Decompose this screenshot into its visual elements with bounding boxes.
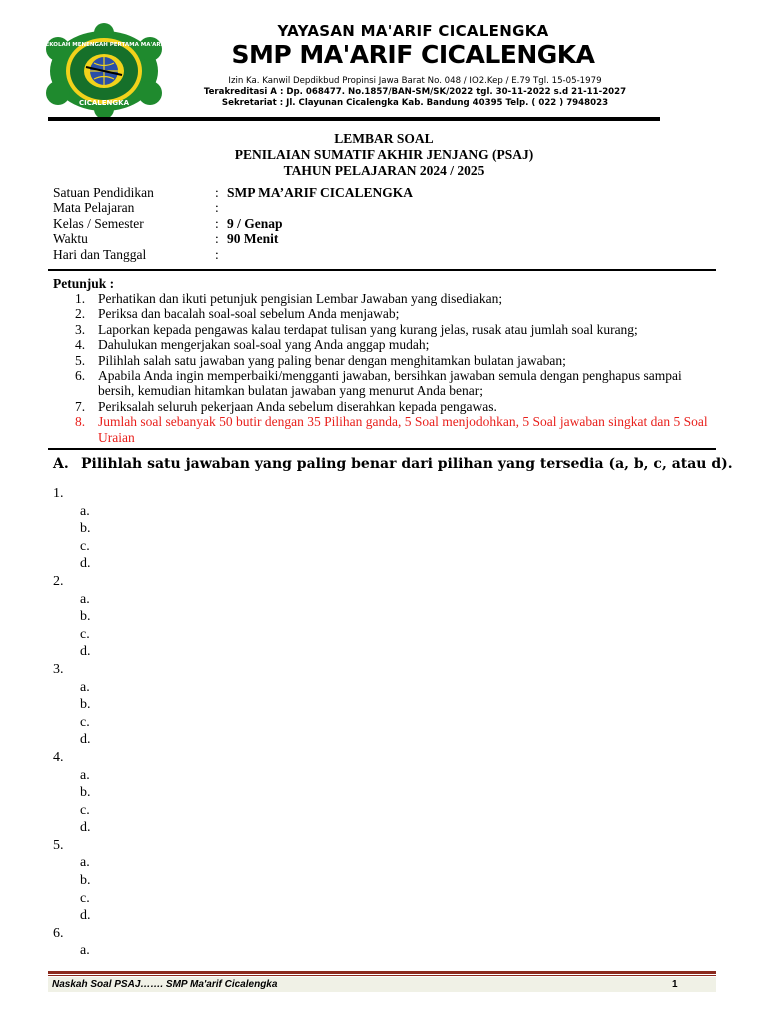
info-colon: : (215, 246, 219, 262)
answer-option: a. (80, 767, 90, 783)
instruction-number: 5. (75, 352, 86, 368)
page-number: 1 (672, 979, 678, 990)
info-divider (48, 269, 716, 271)
info-label: Mata Pelajaran (53, 200, 135, 216)
info-row-subject (53, 200, 653, 215)
answer-option: b. (80, 873, 91, 889)
instruction-text: Perhatikan dan ikuti petunjuk pengisian Lembar Jawaban yang disediakan; (98, 291, 503, 306)
info-label: Satuan Pendidikan (53, 185, 154, 200)
exam-title: PENILAIAN SUMATIF AKHIR JENJANG (PSAJ) (234, 147, 534, 162)
section-instruction: Pilihlah satu jawaban yang paling benar dari pilihan yang tersedia (a, b, c, atau d). (81, 456, 733, 472)
answer-option: a. (80, 855, 90, 871)
answer-option: d. (80, 732, 91, 748)
info-colon: : (215, 200, 219, 216)
instruction-item (53, 399, 718, 414)
license-line: Izin Ka. Kanwil Depdikbud Propinsi Jawa Barat No. 048 / IO2.Kep / E.79 Tgl. 15-05-1979 (228, 76, 602, 86)
instruction-number: 1. (75, 291, 86, 306)
instructions-divider (48, 448, 716, 450)
info-colon: : (215, 215, 219, 231)
exam-info-table (53, 185, 653, 262)
instructions-title: Petunjuk : (53, 276, 115, 291)
instruction-text: Periksa dan bacalah soal-soal sebelum Anda menjawab; (98, 306, 400, 322)
question-number: 3. (53, 661, 64, 677)
academic-year: TAHUN PELAJARAN 2024 / 2025 (283, 163, 485, 178)
instruction-text: Apabila Anda ingin memperbaiki/mengganti jawaban, bersihkan jawaban semula dengan penghapus sampai bersih, kemudian hitamkan bulatan jawaban yang menurut Anda benar; (98, 368, 682, 399)
instruction-number: 3. (75, 321, 86, 337)
info-colon: : (215, 231, 219, 247)
info-row-time (53, 231, 653, 246)
school-logo (41, 26, 167, 116)
info-label: Hari dan Tanggal (53, 246, 147, 262)
header-divider (48, 117, 660, 121)
answer-option: b. (80, 609, 91, 625)
section-letter: A. (53, 456, 69, 472)
instruction-number: 7. (75, 398, 86, 414)
info-value: SMP MA’ARIF CICALENGKA (227, 185, 413, 200)
instruction-item (53, 291, 718, 306)
instruction-number: 8. (75, 414, 86, 430)
secretariat-line: Sekretariat : Jl. Clayunan Cicalengka Kab. Bandung 40395 Telp. ( 022 ) 7948023 (221, 98, 609, 108)
instruction-item (53, 414, 718, 445)
instructions-list (53, 291, 718, 445)
instruction-text: Laporkan kepada pengawas kalau terdapat tulisan yang kurang jelas, rusak atau jumlah soal kurang; (98, 321, 638, 337)
instruction-number: 2. (75, 306, 86, 322)
answer-option: c. (80, 802, 90, 818)
answer-option: c. (80, 538, 90, 554)
instruction-number: 4. (75, 337, 86, 353)
answer-option: a. (80, 943, 90, 959)
answer-option: a. (80, 679, 90, 695)
info-value: 9 / Genap (227, 215, 283, 231)
instruction-item (53, 368, 718, 399)
answer-option: a. (80, 591, 90, 607)
info-row-education-unit (53, 185, 653, 200)
question-number: 5. (53, 837, 64, 853)
answer-option: b. (80, 697, 91, 713)
question-number: 6. (53, 925, 64, 941)
instruction-item (53, 306, 718, 321)
answer-option: b. (80, 785, 91, 801)
answer-option: d. (80, 908, 91, 924)
instruction-text: Jumlah soal sebanyak 50 butir dengan 35 Pilihan ganda, 5 Soal menjodohkan, 5 Soal jawaban singkat dan 5 Soal Uraian (98, 414, 708, 445)
instruction-number: 6. (75, 368, 86, 384)
answer-option: c. (80, 714, 90, 730)
question-number: 2. (53, 573, 64, 589)
info-row-date (53, 247, 653, 262)
footer-divider (48, 971, 716, 974)
instruction-text: Pilihlah salah satu jawaban yang paling benar dengan menghitamkan bulatan jawaban; (98, 352, 566, 368)
footer-divider-thin (48, 975, 716, 976)
info-value: 90 Menit (227, 231, 279, 247)
info-label: Kelas / Semester (53, 215, 144, 231)
school-name: SMP MA'ARIF CICALENGKA (231, 40, 595, 69)
info-row-class-semester (53, 216, 653, 231)
instruction-item (53, 337, 718, 352)
answer-option: b. (80, 521, 91, 537)
question-number: 4. (53, 749, 64, 765)
instruction-item (53, 322, 718, 337)
answer-option: d. (80, 644, 91, 660)
document-title: LEMBAR SOAL (334, 131, 434, 146)
answer-option: c. (80, 890, 90, 906)
footer-text: Naskah Soal PSAJ……. SMP Ma'arif Cicalengka (52, 979, 278, 990)
info-colon: : (215, 185, 219, 200)
info-label: Waktu (53, 231, 88, 247)
answer-option: a. (80, 503, 90, 519)
question-number: 1. (53, 486, 64, 501)
instruction-text: Dahulukan mengerjakan soal-soal yang Anda anggap mudah; (98, 337, 430, 353)
answer-option: d. (80, 820, 91, 836)
answer-option: d. (80, 556, 91, 572)
answer-option: c. (80, 626, 90, 642)
instruction-text: Periksalah seluruh pekerjaan Anda sebelum diserahkan kepada pengawas. (98, 398, 497, 414)
foundation-name: YAYASAN MA'ARIF CICALENGKA (277, 22, 549, 40)
logo-bottom-text: CICALENGKA (79, 99, 129, 107)
question-list (53, 485, 91, 960)
accreditation-line: Terakreditasi A : Dp. 068477. No.1857/BAN-SM/SK/2022 tgl. 30-11-2022 s.d 21-11-2027 (203, 87, 627, 97)
instruction-item (53, 353, 718, 368)
logo-top-text: SEKOLAH MENENGAH PERTAMA MA'ARIF (41, 42, 167, 48)
